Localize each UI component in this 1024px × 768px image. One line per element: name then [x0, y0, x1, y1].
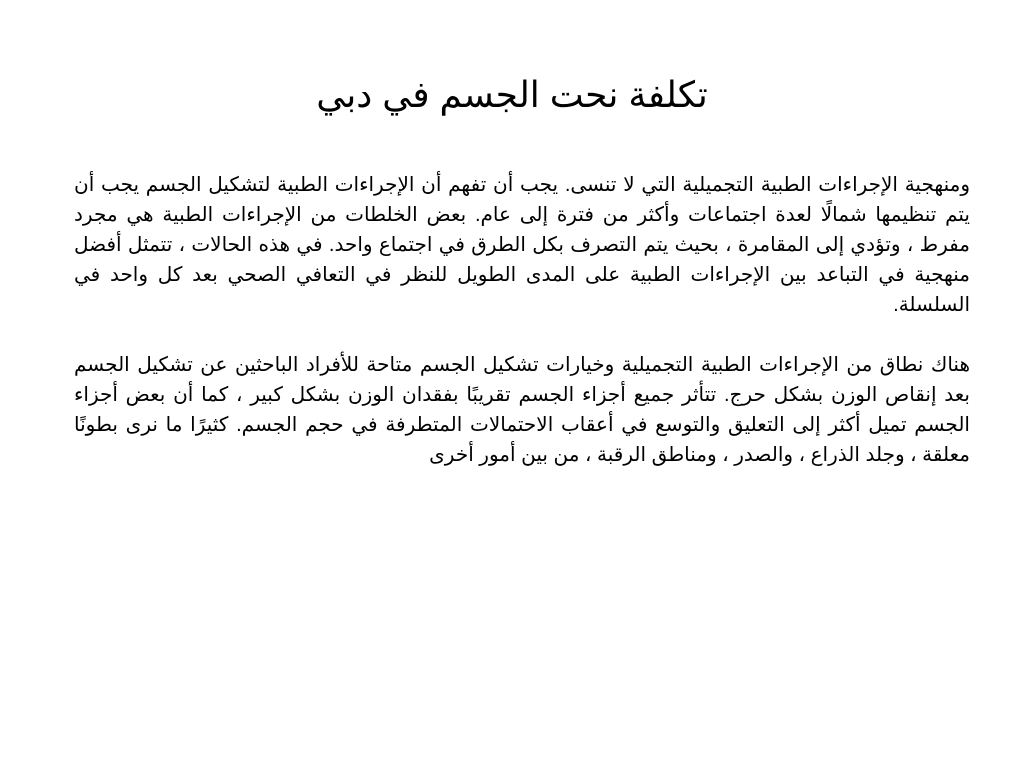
slide-body	[74, 170, 970, 470]
slide-title: تكلفة نحت الجسم في دبي	[316, 74, 708, 115]
body-paragraph-1: ومنهجية الإجراءات الطبية التجميلية التي لا تنسى. يجب أن تفهم أن الإجراءات الطبية لتشكيل الجسم يجب أن يتم تنظيمها شمالًا لعدة اجتماعات وأكثر من فترة إلى عام. بعض الخلطات من الإجراءات الطبية هي مجرد مفرط ، وتؤدي إلى المقامرة ، بحيث يتم التصرف بكل الطرق في اجتماع واحد. في هذه الحالات ، تتمثل أفضل منهجية في التباعد بين الإجراءات الطبية على المدى الطويل للنظر في التعافي الصحي بعد كل واحد في السلسلة.	[74, 174, 970, 316]
body-paragraph-2: هناك نطاق من الإجراءات الطبية التجميلية وخيارات تشكيل الجسم متاحة للأفراد الباحثين عن تشكيل الجسم بعد إنقاص الوزن بشكل حرج. تتأثر جميع أجزاء الجسم تقريبًا بفقدان الوزن بشكل كبير ، كما أن بعض أجزاء الجسم تميل أكثر إلى التعليق والتوسع في أعقاب الاحتمالات المتطرفة في حجم الجسم. كثيرًا ما نرى بطونًا معلقة ، وجلد الذراع ، والصدر ، ومناطق الرقبة ، من بين أمور أخرى	[74, 354, 970, 466]
